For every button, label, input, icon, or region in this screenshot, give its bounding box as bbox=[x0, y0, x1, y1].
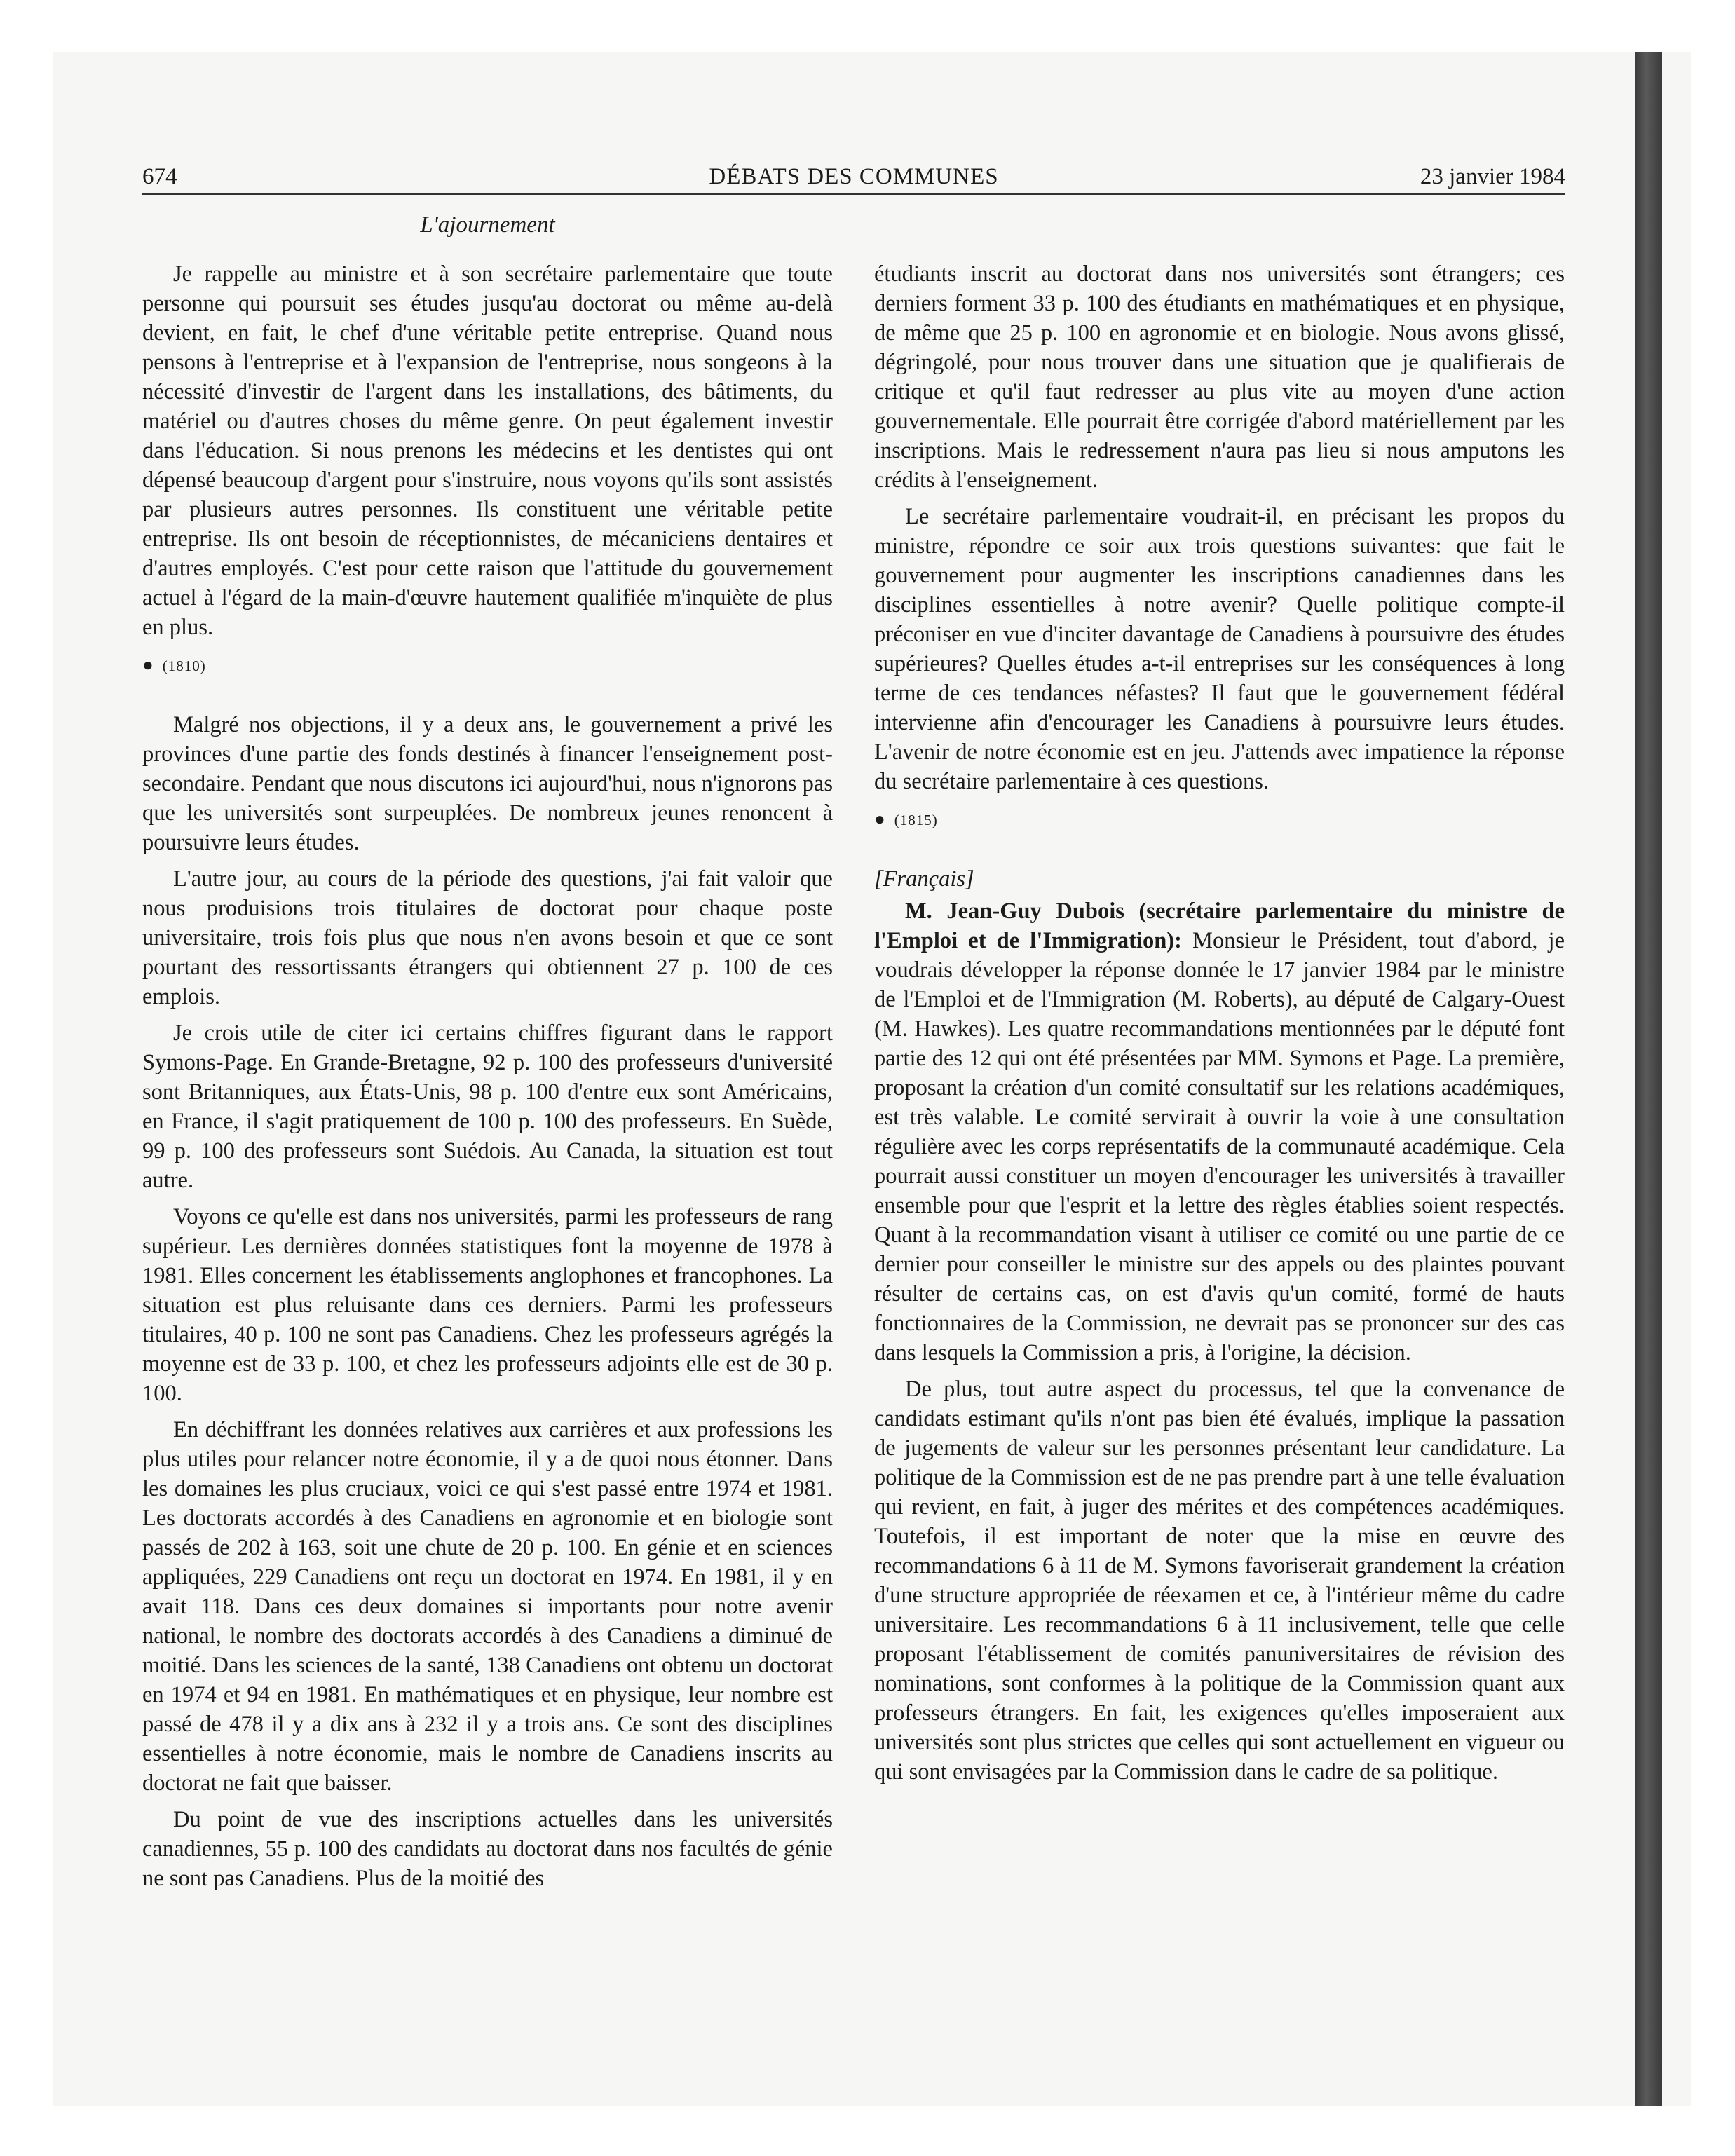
paragraph: De plus, tout autre aspect du processus, tel que la convenance de candidats estimant qu'ils n'ont pas bien été évalués, implique la passation de jugements de valeur sur les personnes présentant leur candidature. La politique de la Commission est de ne pas prendre part à une telle évaluation qui revient, en fait, à juger des mérites et des compétences académiques. Toutefois, il est important de noter que la mise en œuvre des recommandations 6 à 11 de M. Symons favoriserait grandement la création d'une structure appropriée de réexamen et ce, à l'intérieur même du cadre universitaire. Les recommandations 6 à 11 inclusivement, telle que celle proposant l'établissement de comités panuniversitaires de révision des nominations, sont conformes à la politique de la Commission quant aux professeurs étrangers. En fait, les exigences qu'elles imposeraient aux universités sont plus strictes que celles qui sont actuellement en vigueur ou qui sont envisagées par la Commission dans le cadre de sa politique. bbox=[874, 1377, 1565, 1785]
section-title: L'ajournement bbox=[420, 212, 555, 238]
paragraph: En déchiffrant les données relatives aux carrières et aux professions les plus utiles pour relancer notre économie, il y a de quoi nous étonner. Dans les domaines les plus cruciaux, voici ce qui s'est passé entre 1974 et 1981. Les doctorats accordés à des Canadiens en agronomie et en biologie sont passés de 202 à 163, soit une chute de 20 p. 100. En génie et en sciences appliquées, 229 Canadiens ont reçu un doctorat en 1974. En 1981, il y en avait 118. Dans ces deux domaines si importants pour notre avenir national, le nombre des doctorats accordés à des Canadiens a diminué de moitié. Dans les sciences de la santé, 138 Canadiens ont obtenu un doctorat en 1974 et 94 en 1981. En mathématiques et en physique, leur nombre est passé de 478 il y a dix ans à 232 il y a trois ans. Ce sont des disciplines essentielles à notre économie, mais le nombre de Canadiens inscrits au doctorat ne fait que baisser. bbox=[142, 1417, 833, 1796]
paragraph: Malgré nos objections, il y a deux ans, le gouvernement a privé les provinces d'une partie des fonds destinés à financer l'enseignement post-secondaire. Pendant que nous discutons ici aujourd'hui, nous n'ignorons pas que les universités sont surpeuplées. De nombreux jeunes renoncent à poursuivre leurs études. bbox=[142, 712, 833, 855]
paragraph: étudiants inscrit au doctorat dans nos universités sont étrangers; ces derniers forment 33 p. 100 des étudiants en mathématiques et en physique, de même que 25 p. 100 en agronomie et en biologie. Nous avons glissé, dégringolé, pour nous trouver dans une situation que je qualifierais de critique et qu'il faut redresser au plus vite au moyen d'une action gouvernementale. Elle pourrait être corrigée d'abord matériellement par les inscriptions. Mais le redressement n'aura pas lieu si nous amputons les crédits à l'enseignement. bbox=[874, 261, 1565, 493]
paragraph: Je rappelle au ministre et à son secrétaire parlementaire que toute personne qui poursuit ses études jusqu'au doctorat ou même au-delà devient, en fait, le chef d'une véritable petite entreprise. Quand nous pensons à l'entreprise et à l'expansion de l'entreprise, nous songeons à la nécessité d'investir de l'argent dans les installations, des bâtiments, du matériel ou d'autres choses du même genre. On peut également investir dans l'éducation. Si nous prenons les médecins et les dentistes qui ont dépensé beaucoup d'argent pour s'instruire, nous voyons qu'ils sont assistés par plusieurs autres personnes. Ils constituent une véritable petite entreprise. Ils ont besoin de réceptionnistes, de mécaniciens dentaires et d'autres employés. C'est pour cette raison que l'attitude du gouvernement actuel à l'égard de la main-d'œuvre hautement qualifiée m'inquiète de plus en plus. bbox=[142, 261, 833, 640]
time-marker-label: (1815) bbox=[894, 812, 938, 828]
publication-date: 23 janvier 1984 bbox=[1420, 164, 1565, 189]
page-number: 674 bbox=[142, 164, 177, 189]
language-tag: [Français] bbox=[874, 866, 974, 892]
paragraph: L'autre jour, au cours de la période des questions, j'ai fait valoir que nous produisions trois titulaires de doctorat pour chaque poste universitaire, trois fois plus que nous n'en avons besoin et que ce sont pourtant des ressortissants étrangers qui obtiennent 27 p. 100 de ces emplois. bbox=[142, 866, 833, 1009]
speech-text: Monsieur le Président, tout d'abord, je voudrais développer la réponse donnée le 17 janvier 1984 par le ministre de l'Emploi et de l'Immigration (M. Roberts), au député de Calgary-Ouest (M. Hawkes). Les quatre recommandations mentionnées par le député font partie des 12 qui ont été présentées par MM. Symons et Page. La première, proposant la création d'un comité consultatif sur les relations académiques, est très valable. Le comité servirait à ouvrir la voie à une consultation régulière avec les corps représentatifs de la communauté académique. Cela pourrait aussi constituer un moyen d'encourager les universités à travailler ensemble pour que l'esprit et la lettre des règles établies soient respectés. Quant à la recommandation visant à utiliser ce comité ou une partie de ce dernier pour conseiller le ministre sur des appels ou des plaintes pouvant résulter de certains cas, on est d'avis qu'un comité, formé de hauts fonctionnaires de la Commission, ne devrait pas se prononcer sur des cas dans lesquels la Commission a pris, à l'origine, la décision. bbox=[874, 928, 1565, 1365]
publication-title: DÉBATS DES COMMUNES bbox=[709, 164, 999, 189]
left-column bbox=[142, 259, 833, 1900]
time-marker bbox=[874, 809, 1565, 831]
page-header bbox=[142, 158, 1565, 195]
paragraph: Le secrétaire parlementaire voudrait-il, en précisant les propos du ministre, répondre ce soir aux trois questions suivantes: que fait le gouvernement pour augmenter les inscriptions canadiennes dans les disciplines essentielles à notre avenir? Quelle politique compte-il préconiser en vue d'inciter davantage de Canadiens à poursuivre des études supérieures? Quelles études a-t-il entreprises sur les conséquences à long terme de ces tendances néfastes? Il faut que le gouvernement fédéral intervienne afin d'encourager les Canadiens à poursuivre leurs études. L'avenir de notre économie est en jeu. J'attends avec impatience la réponse du secrétaire parlementaire à ces questions. bbox=[874, 504, 1565, 794]
paragraph: Voyons ce qu'elle est dans nos universités, parmi les professeurs de rang supérieur. Les dernières données statistiques font la moyenne de 1978 à 1981. Elles concernent les établissements anglophones et francophones. La situation est plus reluisante dans ces derniers. Parmi les professeurs titulaires, 40 p. 100 ne sont pas Canadiens. Chez les professeurs agrégés la moyenne est de 33 p. 100, et chez les professeurs adjoints elle est de 30 p. 100. bbox=[142, 1204, 833, 1406]
paragraph: Du point de vue des inscriptions actuelles dans les universités canadiennes, 55 p. 100 des candidats au doctorat dans nos facultés de génie ne sont pas Canadiens. Plus de la moitié des bbox=[142, 1807, 833, 1891]
page-binding-edge bbox=[1635, 52, 1662, 2106]
bullet-icon: ● bbox=[874, 809, 886, 829]
paragraph: Je crois utile de citer ici certains chiffres figurant dans le rapport Symons-Page. En Grande-Bretagne, 92 p. 100 des professeurs d'université sont Britanniques, aux États-Unis, 98 p. 100 d'entre eux sont Américains, en France, il s'agit pratiquement de 100 p. 100 des professeurs. En Suède, 99 p. 100 des professeurs sont Suédois. Au Canada, la situation est tout autre. bbox=[142, 1021, 833, 1193]
bullet-icon: ● bbox=[142, 655, 154, 675]
header-rule bbox=[142, 193, 1565, 195]
speaker-name: M. Jean-Guy Dubois (secrétaire parlementaire du ministre de l'Emploi et de l'Immigration): bbox=[874, 899, 1565, 953]
speaker-paragraph bbox=[874, 896, 1565, 1367]
time-marker-label: (1810) bbox=[162, 657, 206, 674]
time-marker bbox=[142, 655, 833, 676]
right-column bbox=[874, 259, 1565, 1794]
